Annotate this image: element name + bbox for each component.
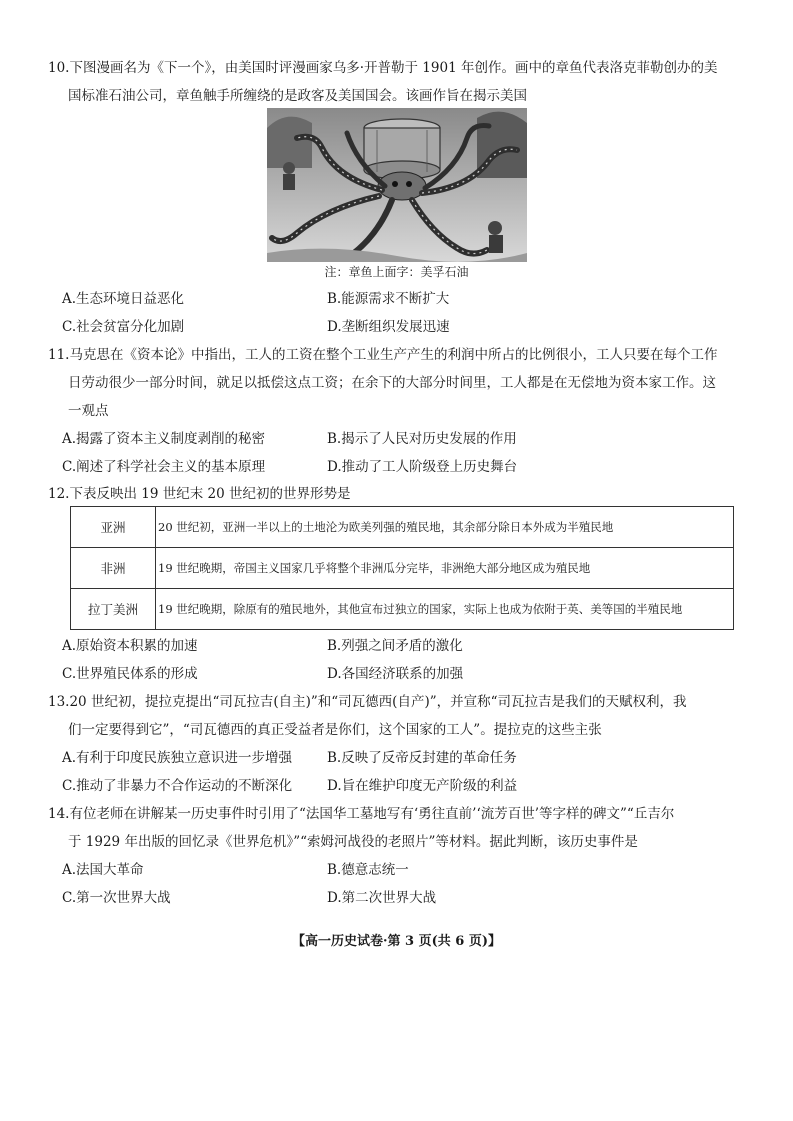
q13-stem-line2: 们一定要得到它”，“司瓦德西的真正受益者是你们，这个国家的工人”。提拉克的这些主张 bbox=[68, 722, 602, 738]
q12-option-c[interactable]: C.世界殖民体系的形成 bbox=[62, 666, 198, 682]
page-footer: 【高一历史试卷·第 3 页(共 6 页)】 bbox=[291, 934, 502, 949]
q10-option-d[interactable]: D.垄断组织发展迅速 bbox=[327, 319, 450, 335]
q11-stem-line1: 11.马克思在《资本论》中指出，工人的工资在整个工业生产产生的利润中所占的比例很小，工人只要在每个工作 bbox=[48, 347, 718, 363]
q13-option-d[interactable]: D.旨在维护印度无产阶级的利益 bbox=[327, 778, 518, 794]
table-cell-region: 亚洲 bbox=[71, 507, 156, 548]
q10-option-a[interactable]: A.生态环境日益恶化 bbox=[62, 291, 185, 307]
q11-stem-line3: 一观点 bbox=[68, 403, 109, 419]
q14-stem-line2: 于 1929 年出版的回忆录《世界危机》”“索姆河战役的老照片”等材料。据此判断，该历史事件是 bbox=[68, 834, 638, 850]
q12-stem-line1: 12.下表反映出 19 世纪末 20 世纪初的世界形势是 bbox=[48, 486, 351, 502]
q10-stem-line1: 10.下图漫画名为《下一个》，由美国时评漫画家乌多·开普勒于 1901 年创作。画中的章鱼代表洛克菲勒创办的美 bbox=[48, 60, 718, 76]
q11-option-b[interactable]: B.揭示了人民对历史发展的作用 bbox=[327, 431, 517, 447]
table-row bbox=[71, 548, 734, 589]
q12-option-b[interactable]: B.列强之间矛盾的激化 bbox=[327, 638, 463, 654]
table-cell-region: 拉丁美洲 bbox=[71, 589, 156, 630]
q11-option-c[interactable]: C.阐述了科学社会主义的基本原理 bbox=[62, 459, 266, 475]
q12-option-a[interactable]: A.原始资本积累的加速 bbox=[62, 638, 198, 654]
q10-image-caption: 注：章鱼上面字：美孚石油 bbox=[324, 265, 469, 279]
q11-option-d[interactable]: D.推动了工人阶级登上历史舞台 bbox=[327, 459, 518, 475]
octopus-cartoon-image bbox=[267, 108, 527, 262]
table-cell-region: 非洲 bbox=[71, 548, 156, 589]
q14-option-b[interactable]: B.德意志统一 bbox=[327, 862, 409, 878]
q14-option-a[interactable]: A.法国大革命 bbox=[62, 862, 144, 878]
q13-stem-line1: 13.20 世纪初，提拉克提出“司瓦拉吉(自主)”和“司瓦德西(自产)”，并宣称“司瓦拉吉是我们的天赋权利，我 bbox=[48, 694, 687, 710]
q14-stem-line1: 14.有位老师在讲解某一历史事件时引用了“法国华工墓地写有‘勇往直前’‘流芳百世’等字样的碑文”“丘吉尔 bbox=[48, 806, 675, 822]
q10-option-c[interactable]: C.社会贫富分化加剧 bbox=[62, 319, 185, 335]
table-row bbox=[71, 507, 734, 548]
q14-option-d[interactable]: D.第二次世界大战 bbox=[327, 890, 437, 906]
table-cell-desc: 19 世纪晚期，除原有的殖民地外，其他宣布过独立的国家，实际上也成为依附于英、美等国的半殖民地 bbox=[156, 589, 734, 630]
q14-option-c[interactable]: C.第一次世界大战 bbox=[62, 890, 171, 906]
q13-option-c[interactable]: C.推动了非暴力不合作运动的不断深化 bbox=[62, 778, 293, 794]
table-row bbox=[71, 589, 734, 630]
q12-option-d[interactable]: D.各国经济联系的加强 bbox=[327, 666, 464, 682]
q11-option-a[interactable]: A.揭露了资本主义制度剥削的秘密 bbox=[62, 431, 266, 447]
q11-stem-line2: 日劳动很少一部分时间，就足以抵偿这点工资；在余下的大部分时间里，工人都是在无偿地为资本家工作。这 bbox=[68, 375, 716, 391]
q13-option-b[interactable]: B.反映了反帝反封建的革命任务 bbox=[327, 750, 517, 766]
table-cell-desc: 20 世纪初，亚洲一半以上的土地沦为欧美列强的殖民地，其余部分除日本外成为半殖民地 bbox=[156, 507, 734, 548]
q13-option-a[interactable]: A.有利于印度民族独立意识进一步增强 bbox=[62, 750, 293, 766]
world-situation-table bbox=[70, 506, 734, 630]
q10-stem-line2: 国标准石油公司，章鱼触手所缠绕的是政客及美国国会。该画作旨在揭示美国 bbox=[68, 88, 527, 104]
q10-option-b[interactable]: B.能源需求不断扩大 bbox=[327, 291, 450, 307]
table-cell-desc: 19 世纪晚期，帝国主义国家几乎将整个非洲瓜分完毕，非洲绝大部分地区成为殖民地 bbox=[156, 548, 734, 589]
